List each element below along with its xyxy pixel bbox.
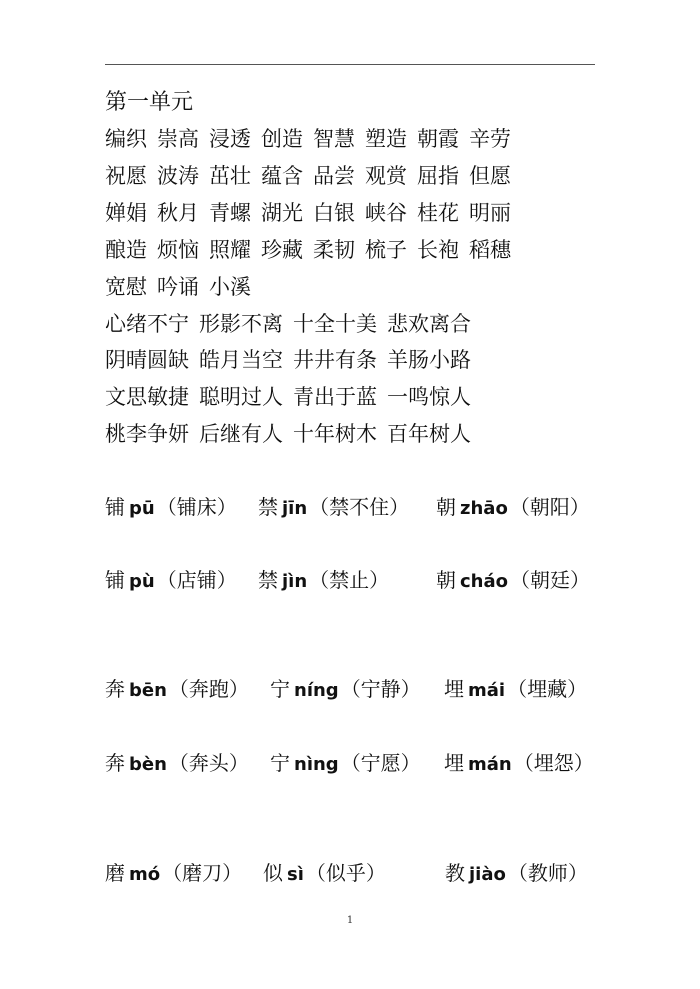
word: 婵娟 bbox=[105, 201, 147, 225]
pinyin-char: 宁 bbox=[270, 677, 290, 701]
word: 祝愿 bbox=[105, 164, 147, 188]
word-row bbox=[105, 235, 511, 265]
word: 朝霞 bbox=[417, 127, 459, 151]
word-row bbox=[105, 272, 251, 302]
idiom: 青出于蓝 bbox=[293, 385, 377, 409]
pinyin-entry bbox=[436, 492, 590, 524]
pinyin-example: （埋怨） bbox=[513, 751, 594, 775]
pinyin-example: （宁静） bbox=[340, 677, 421, 701]
pinyin-entry bbox=[105, 858, 242, 890]
idiom: 后继有人 bbox=[199, 422, 283, 446]
word: 崇高 bbox=[157, 127, 199, 151]
idiom: 心绪不宁 bbox=[105, 312, 189, 336]
word: 烦恼 bbox=[157, 238, 199, 262]
word-row bbox=[105, 198, 511, 228]
pinyin-reading: nìng bbox=[294, 754, 339, 775]
word: 柔韧 bbox=[313, 238, 355, 262]
word: 湖光 bbox=[261, 201, 303, 225]
unit-title: 第一单元 bbox=[105, 90, 194, 115]
pinyin-example: （埋藏） bbox=[507, 677, 588, 701]
word: 编织 bbox=[105, 127, 147, 151]
pinyin-example: （教师） bbox=[507, 861, 588, 885]
idiom: 形影不离 bbox=[199, 312, 283, 336]
idiom: 十年树木 bbox=[293, 422, 377, 446]
pinyin-example: （朝廷） bbox=[510, 568, 590, 592]
word: 浸透 bbox=[209, 127, 251, 151]
word: 长袍 bbox=[417, 238, 459, 262]
pinyin-entry bbox=[270, 674, 421, 706]
word: 小溪 bbox=[209, 275, 251, 299]
top-rule bbox=[105, 64, 595, 65]
word: 梳子 bbox=[365, 238, 407, 262]
word: 但愿 bbox=[469, 164, 511, 188]
word: 青螺 bbox=[209, 201, 251, 225]
word: 屈指 bbox=[417, 164, 459, 188]
pinyin-char: 朝 bbox=[436, 568, 456, 592]
pinyin-char: 铺 bbox=[105, 568, 125, 592]
pinyin-entry bbox=[444, 674, 587, 706]
pinyin-example: （似乎） bbox=[305, 861, 386, 885]
word: 创造 bbox=[261, 127, 303, 151]
pinyin-char: 奔 bbox=[105, 677, 125, 701]
pinyin-reading: pū bbox=[129, 498, 155, 519]
pinyin-reading: mó bbox=[129, 864, 161, 885]
pinyin-char: 似 bbox=[263, 861, 283, 885]
pinyin-entry bbox=[105, 492, 237, 524]
idiom: 阴晴圆缺 bbox=[105, 348, 189, 372]
word: 白银 bbox=[313, 201, 355, 225]
word: 蕴含 bbox=[261, 164, 303, 188]
pinyin-char: 奔 bbox=[105, 751, 125, 775]
word: 波涛 bbox=[157, 164, 199, 188]
word: 辛劳 bbox=[469, 127, 511, 151]
pinyin-char: 朝 bbox=[436, 495, 456, 519]
idiom-row bbox=[105, 419, 471, 449]
pinyin-example: （奔头） bbox=[168, 751, 249, 775]
idiom: 十全十美 bbox=[293, 312, 377, 336]
pinyin-entry bbox=[444, 748, 594, 780]
pinyin-entry bbox=[258, 492, 409, 524]
pinyin-entry bbox=[105, 748, 249, 780]
pinyin-reading: jiào bbox=[469, 864, 506, 885]
word: 观赏 bbox=[365, 164, 407, 188]
word: 峡谷 bbox=[365, 201, 407, 225]
pinyin-example: （铺床） bbox=[156, 495, 237, 519]
pinyin-entry bbox=[270, 748, 421, 780]
pinyin-entry bbox=[445, 858, 588, 890]
pinyin-example: （禁不住） bbox=[309, 495, 410, 519]
word: 秋月 bbox=[157, 201, 199, 225]
word: 智慧 bbox=[313, 127, 355, 151]
pinyin-reading: jīn bbox=[282, 498, 308, 519]
word: 茁壮 bbox=[209, 164, 251, 188]
pinyin-reading: bèn bbox=[129, 754, 167, 775]
pinyin-reading: zhāo bbox=[460, 498, 508, 519]
pinyin-char: 禁 bbox=[258, 568, 278, 592]
word: 桂花 bbox=[417, 201, 459, 225]
word: 照耀 bbox=[209, 238, 251, 262]
idiom-row bbox=[105, 309, 471, 339]
pinyin-example: （宁愿） bbox=[340, 751, 421, 775]
word-row bbox=[105, 124, 511, 154]
pinyin-entry bbox=[258, 565, 389, 597]
pinyin-reading: mái bbox=[468, 680, 506, 701]
idiom-row bbox=[105, 345, 471, 375]
pinyin-entry bbox=[105, 565, 237, 597]
idiom: 文思敏捷 bbox=[105, 385, 189, 409]
pinyin-reading: bēn bbox=[129, 680, 167, 701]
pinyin-example: （磨刀） bbox=[162, 861, 243, 885]
word: 塑造 bbox=[365, 127, 407, 151]
pinyin-char: 铺 bbox=[105, 495, 125, 519]
pinyin-char: 埋 bbox=[444, 677, 464, 701]
idiom-row bbox=[105, 382, 471, 412]
pinyin-char: 教 bbox=[445, 861, 465, 885]
idiom: 桃李争妍 bbox=[105, 422, 189, 446]
pinyin-reading: cháo bbox=[460, 571, 508, 592]
pinyin-char: 宁 bbox=[270, 751, 290, 775]
page-number: 1 bbox=[346, 915, 354, 926]
idiom: 一鸣惊人 bbox=[387, 385, 471, 409]
pinyin-example: （店铺） bbox=[156, 568, 237, 592]
pinyin-entry bbox=[105, 674, 249, 706]
word: 明丽 bbox=[469, 201, 511, 225]
pinyin-char: 埋 bbox=[444, 751, 464, 775]
word: 稻穗 bbox=[469, 238, 511, 262]
pinyin-entry bbox=[436, 565, 590, 597]
word: 品尝 bbox=[313, 164, 355, 188]
pinyin-reading: pù bbox=[129, 571, 155, 592]
pinyin-entry bbox=[263, 858, 386, 890]
pinyin-reading: jìn bbox=[282, 571, 308, 592]
word: 宽慰 bbox=[105, 275, 147, 299]
pinyin-example: （朝阳） bbox=[509, 495, 590, 519]
word: 吟诵 bbox=[157, 275, 199, 299]
idiom: 羊肠小路 bbox=[387, 348, 471, 372]
idiom: 聪明过人 bbox=[199, 385, 283, 409]
idiom: 百年树人 bbox=[387, 422, 471, 446]
word: 酿造 bbox=[105, 238, 147, 262]
pinyin-example: （奔跑） bbox=[168, 677, 249, 701]
pinyin-reading: níng bbox=[294, 680, 339, 701]
idiom: 皓月当空 bbox=[199, 348, 283, 372]
pinyin-example: （禁止） bbox=[309, 568, 390, 592]
word-row bbox=[105, 161, 511, 191]
pinyin-char: 禁 bbox=[258, 495, 278, 519]
pinyin-reading: sì bbox=[287, 864, 304, 885]
word: 珍藏 bbox=[261, 238, 303, 262]
pinyin-char: 磨 bbox=[105, 861, 125, 885]
idiom: 井井有条 bbox=[293, 348, 377, 372]
pinyin-reading: mán bbox=[468, 754, 512, 775]
idiom: 悲欢离合 bbox=[387, 312, 471, 336]
